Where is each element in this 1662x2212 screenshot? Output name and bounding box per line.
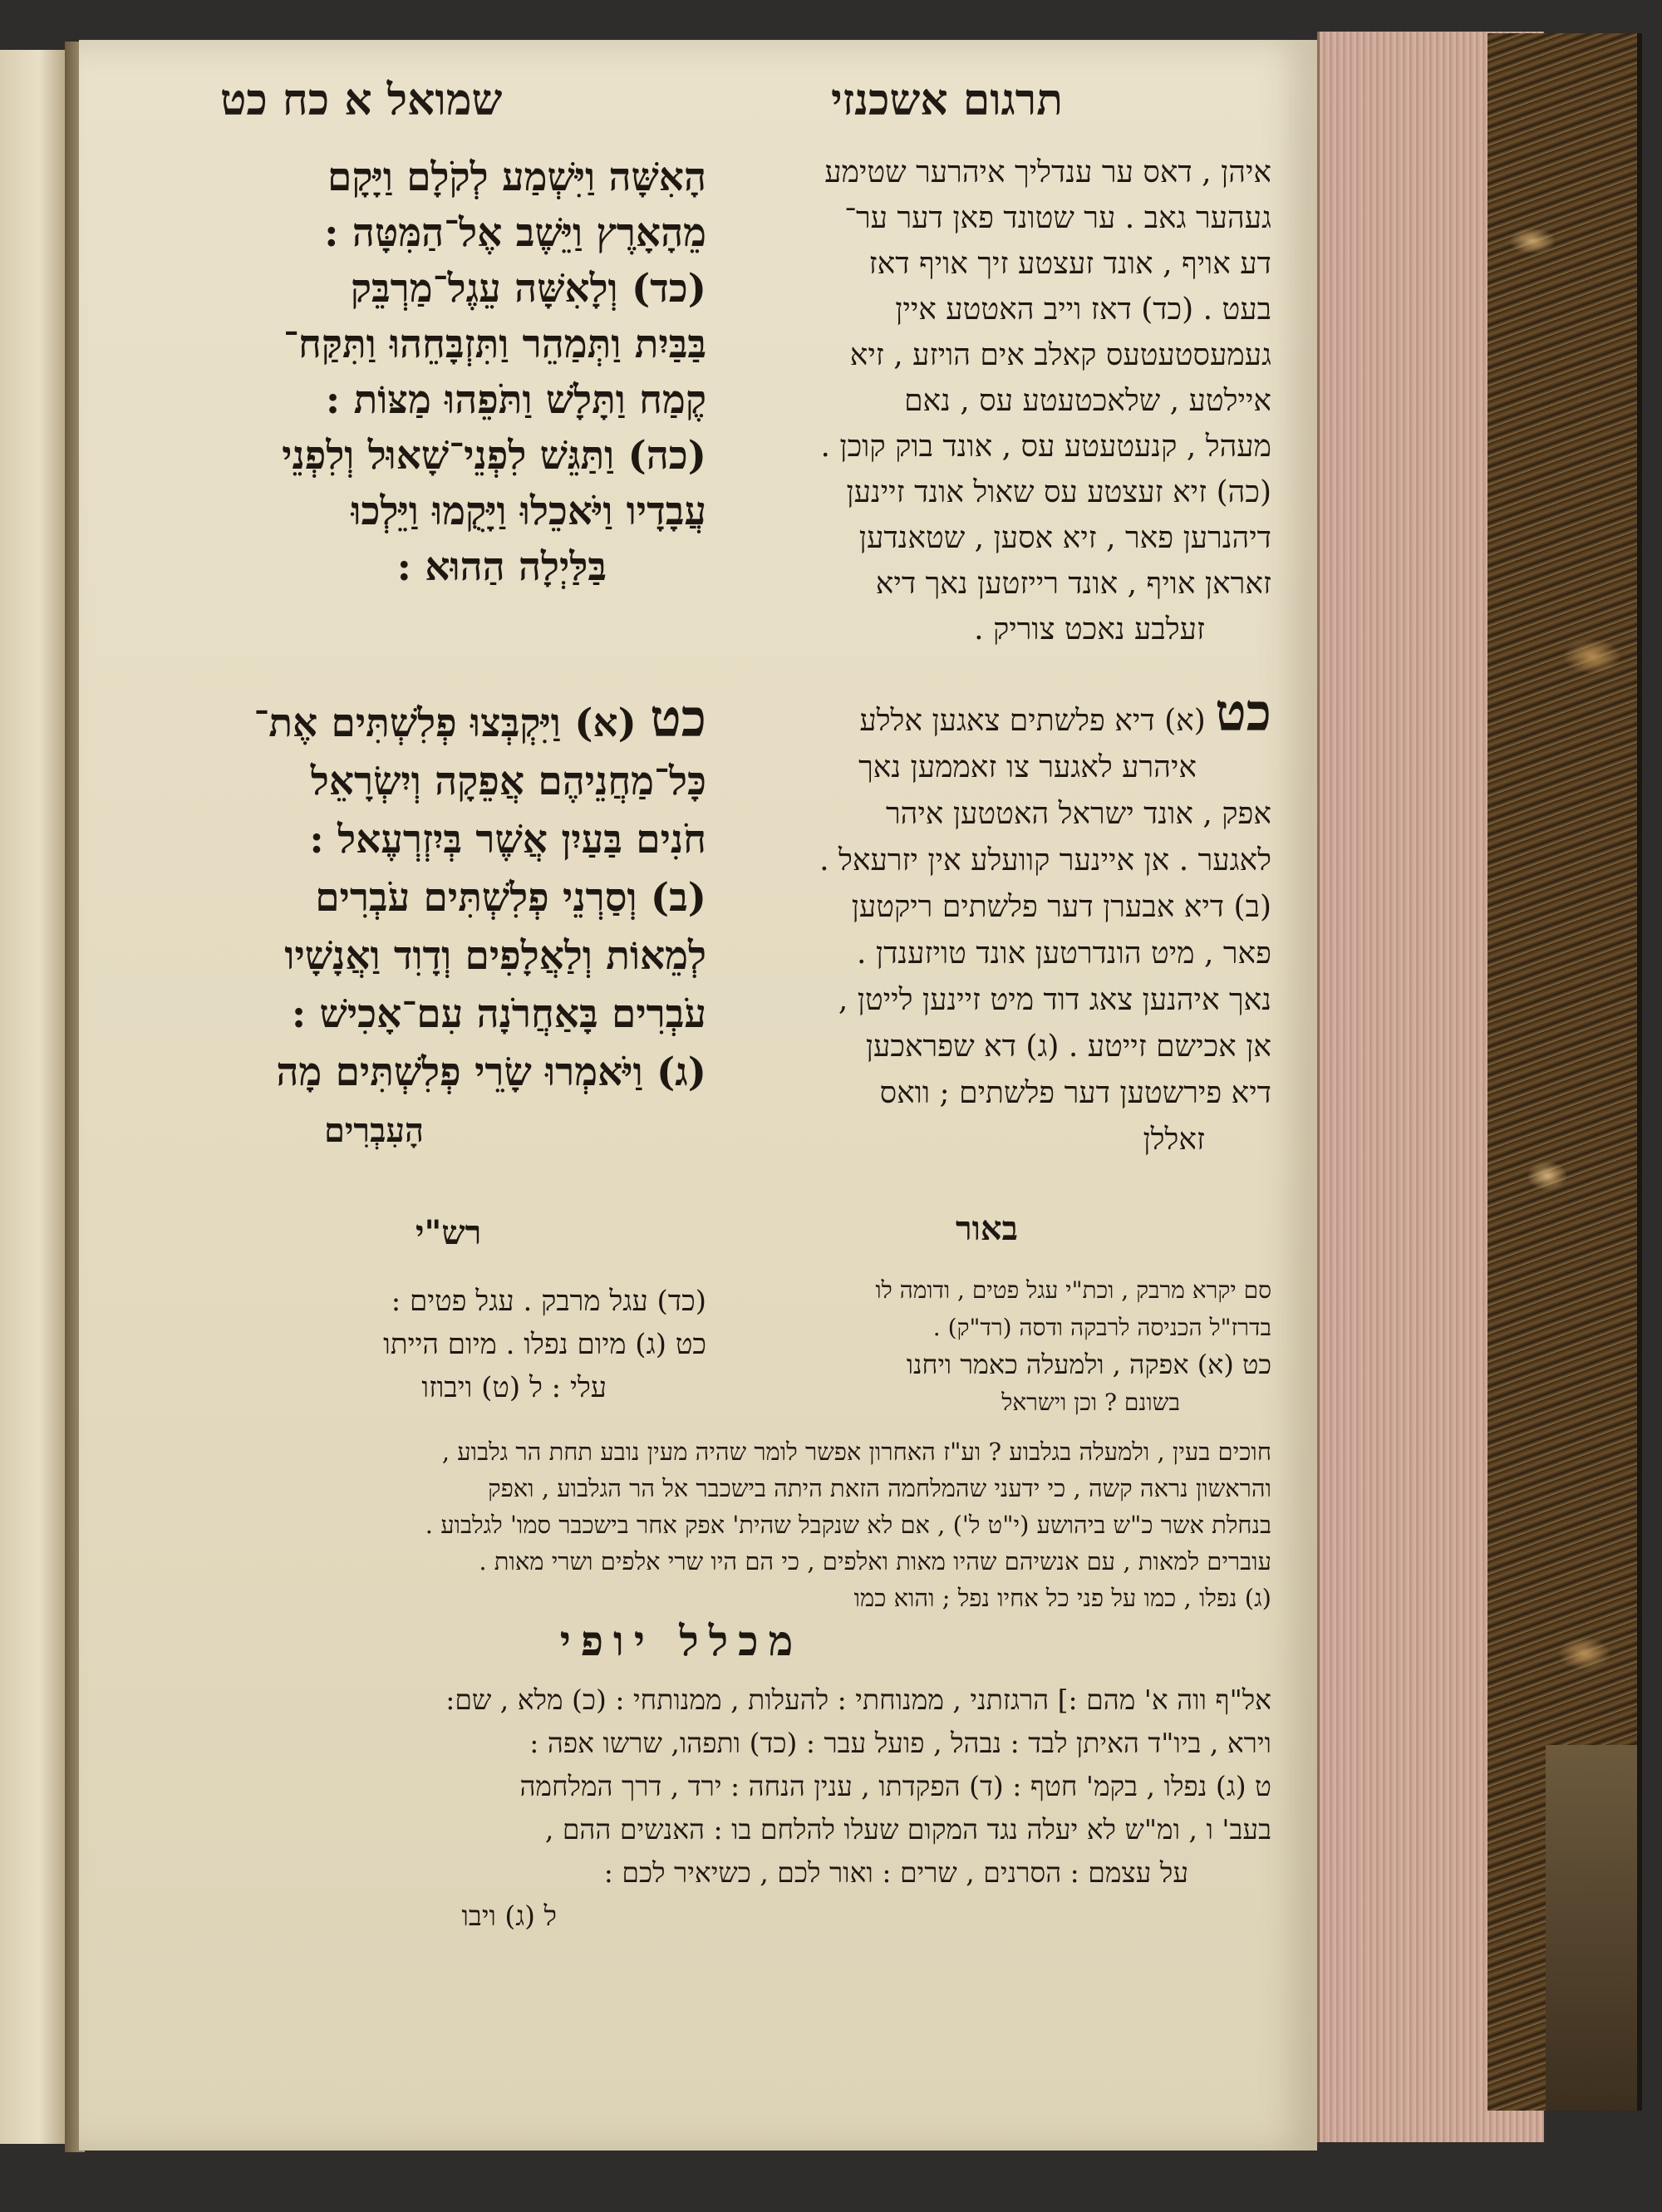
yiddish-line: אן אכישם זייטע . (ג) דא שפראכען xyxy=(865,1030,1271,1064)
commentary-line: וירא , ביו"ד האיתן לבד : נבהל , פועל עבר : (כד) ותפהו, שרשו אפה : xyxy=(529,1727,1271,1759)
yiddish-line: פאר , מיט הונדרטען אונד טויזענדן . xyxy=(857,936,1271,971)
commentary-line: בנחלת אשר כ"ש ביהושע (י"ט ל') , אם לא שנקבל שהית' אפק אחר בישכבר סמו' לגלבוע . xyxy=(425,1511,1271,1539)
yiddish-line: (כה) זיא זעצטע עס שאול אונד זיינען xyxy=(846,475,1271,509)
yiddish-line: אפק , אונד ישראל האטטען איהר xyxy=(885,797,1271,831)
hebrew-line xyxy=(166,690,706,753)
rashi-commentary xyxy=(183,1280,706,1409)
yiddish-line: זאראן אויף , אונד רייזטען נאך דיא xyxy=(875,567,1271,601)
chapter-label: כט xyxy=(650,690,706,749)
yiddish-line: איהן , דאס ער ענדליך איהרער שטימע xyxy=(824,155,1271,189)
yiddish-line: זעלבע נאכט צוריק . xyxy=(974,612,1205,646)
commentary-line: על עצמם : הסרנים , שרים : ואור לכם , כשיאיר לכם : xyxy=(603,1856,1188,1889)
commentary-line: והראשון נראה קשה , כי ידעני שהמלחמה הזאת היתה בישכבר אל הר הגלבוע , ואפק xyxy=(488,1474,1271,1502)
yiddish-line: לאגער . אן איינער קוועלע אין יזרעאל . xyxy=(819,843,1271,877)
hebrew-line: בַּבַּיִת וַתְּמַהֵר וַתִּזְבָּחֵהוּ וַתִּקַּח־ xyxy=(283,322,706,367)
header-translation-title: תרגום אשכנזי xyxy=(831,75,1063,125)
hebrew-line: קֶמַח וַתָּלָשׁ וַתֹּפֵהוּ מַצּוֹת : xyxy=(325,377,706,423)
commentary-line: (כד) עגל מרבק . עגל פטים : xyxy=(391,1285,706,1318)
yiddish-line: געמעסטעטעס קאלב אים הויזע , זיא xyxy=(849,338,1271,372)
commentary-line: עלי : ל (ט) ויבוזו xyxy=(421,1371,607,1404)
hebrew-line: בַּלַּיְלָה הַהוּא : xyxy=(396,544,607,590)
hebrew-line: (ב) וְסַרְנֵי פְלִשְׁתִּים עֹבְרִים xyxy=(315,875,706,921)
commentary-line: כט (א) אפקה , ולמעלה כאמר ויחנו xyxy=(906,1349,1271,1380)
yiddish-line: איילטע , שלאכטעטע עס , נאם xyxy=(904,384,1271,418)
yiddish-line: איהרע לאגער צו זאממען נאך xyxy=(858,750,1197,784)
hebrew-line: כָּל־מַחֲנֵיהֶם אֲפֵקָה וְיִשְׂרָאֵל xyxy=(310,759,706,804)
yiddish-line: מעהל , קנעטעטע עס , אונד בוק קוכן . xyxy=(820,430,1271,464)
yiddish-line: בעט . (כד) דאז וייב האטטע איין xyxy=(895,292,1271,327)
facing-page-edge xyxy=(0,50,67,2144)
commentary-catchword: ל (ג) ויבו xyxy=(461,1900,557,1932)
yiddish-line: געהער גאב . ער שטונד פאן דער ער־ xyxy=(844,201,1271,235)
commentary-line: (ג) נפלו , כמו על פני כל אחיו נפל ; והוא כמו xyxy=(853,1584,1271,1612)
hebrew-line: לְמֵאוֹת וְלַאֲלָפִים וְדָוִד וַאֲנָשָׁיו xyxy=(284,933,706,979)
biur-commentary xyxy=(731,1271,1271,1421)
commentary-line: בדרז"ל הכניסה לרבקה ודסה (רד"ק) . xyxy=(932,1314,1271,1341)
yiddish-line: דיהנרען פאר , זיא אסען , שטאנדען xyxy=(858,521,1271,555)
commentary-continuation xyxy=(158,1433,1271,1616)
hebrew-line: עֹבְרִים בָּאַחֲרֹנָה עִם־אָכִישׁ : xyxy=(291,991,706,1037)
hebrew-line: חֹנִים בַּעַיִן אֲשֶׁר בְּיִזְרְעֶאל : xyxy=(309,817,706,863)
mikhlol-yofi-title: מכלל יופי xyxy=(559,1616,804,1665)
rashi-title: רש"י xyxy=(416,1213,482,1252)
hebrew-text-top xyxy=(166,150,706,595)
hebrew-line: (כד) וְלָאִשָּׁה עֵגֶל־מַרְבֵּק xyxy=(350,266,706,312)
yiddish-text-top xyxy=(731,150,1271,652)
hebrew-line: (כה) וַתַּגֵּשׁ לִפְנֵי־שָׁאוּל וְלִפְנֵי xyxy=(282,433,706,479)
header-book-title: שמואל א כח כט xyxy=(220,75,503,125)
commentary-line: בעב' ו , ומ"ש לא יעלה נגד המקום שעלו להלחם בו : האנשים ההם , xyxy=(544,1813,1271,1846)
mikhlol-yofi-commentary xyxy=(158,1679,1271,1938)
commentary-line: חוכים בעין , ולמעלה בגלבוע ? וע"ז האחרון אפשר לומר שהיה מעין נובע תחת הר גלבוע , xyxy=(441,1438,1271,1466)
yiddish-line: נאך איהנען צאג דוד מיט זיינען לייטן , xyxy=(838,983,1271,1017)
commentary-line: עוברים למאות , עם אנשיהם שהיו מאות ואלפים , כי הם היו שרי אלפים ושרי מאות . xyxy=(479,1547,1271,1575)
yiddish-line: דע אויף , אונד זעצטע זיך אויף דאז xyxy=(868,247,1271,281)
hebrew-line: עֲבָדָיו וַיֹּאכֵלוּ וַיָּקֻמוּ וַיֵּלְכוּ xyxy=(351,489,706,534)
commentary-line: ט (ג) נפלו , בקמ' חטף : (ד) הפקדתו , ענין הנחה : ירד , דרך המלחמה xyxy=(519,1770,1271,1802)
yiddish-line xyxy=(731,690,1271,745)
biur-title: באור xyxy=(956,1209,1018,1248)
yiddish-line: דיא פירשטען דער פלשתים ; וואס xyxy=(879,1076,1271,1110)
hebrew-line: הָאִשָּׁה וַיִּשְׁמַע לְקֹלָם וַיָּקָם xyxy=(327,155,706,200)
commentary-line: סם יקרא מרבק , וכת"י עגל פטים , ודומה לו xyxy=(875,1276,1271,1304)
cover-corner xyxy=(1546,1745,1637,2111)
yiddish-line-text: (א) דיא פלשתים צאגען אללע xyxy=(859,704,1206,738)
yiddish-line: (ב) דיא אבערן דער פלשתים ריקטען xyxy=(851,890,1271,924)
hebrew-line: מֵהָאָרֶץ וַיֵּשֶׁב אֶל־הַמִּטָּה : xyxy=(324,210,706,256)
yiddish-text-ch29 xyxy=(731,690,1271,1163)
yiddish-catchword: זאללן xyxy=(1143,1123,1205,1157)
hebrew-line-text: (א) וַיִּקְבְּצוּ פְלִשְׁתִּים אֶת־ xyxy=(253,700,637,746)
chapter-label-yiddish: כט xyxy=(1215,690,1271,743)
hebrew-text-ch29 xyxy=(166,690,706,1160)
commentary-line: בשונם ? וכן וישראל xyxy=(1001,1389,1180,1416)
commentary-line: אל"ף ווה א' מהם :] הרגזתני , ממנוחתי : להעלות , ממנותחי : (כ) מלא , שם: xyxy=(445,1684,1271,1716)
hebrew-line: (ג) וַיֹּאמְרוּ שָׂרֵי פְלִשְׁתִּים מָה xyxy=(276,1049,706,1095)
hebrew-catchword: הָעִבְרִים xyxy=(323,1111,424,1150)
commentary-line: כט (ג) מיום נפלו . מיום הייתו xyxy=(383,1328,706,1361)
